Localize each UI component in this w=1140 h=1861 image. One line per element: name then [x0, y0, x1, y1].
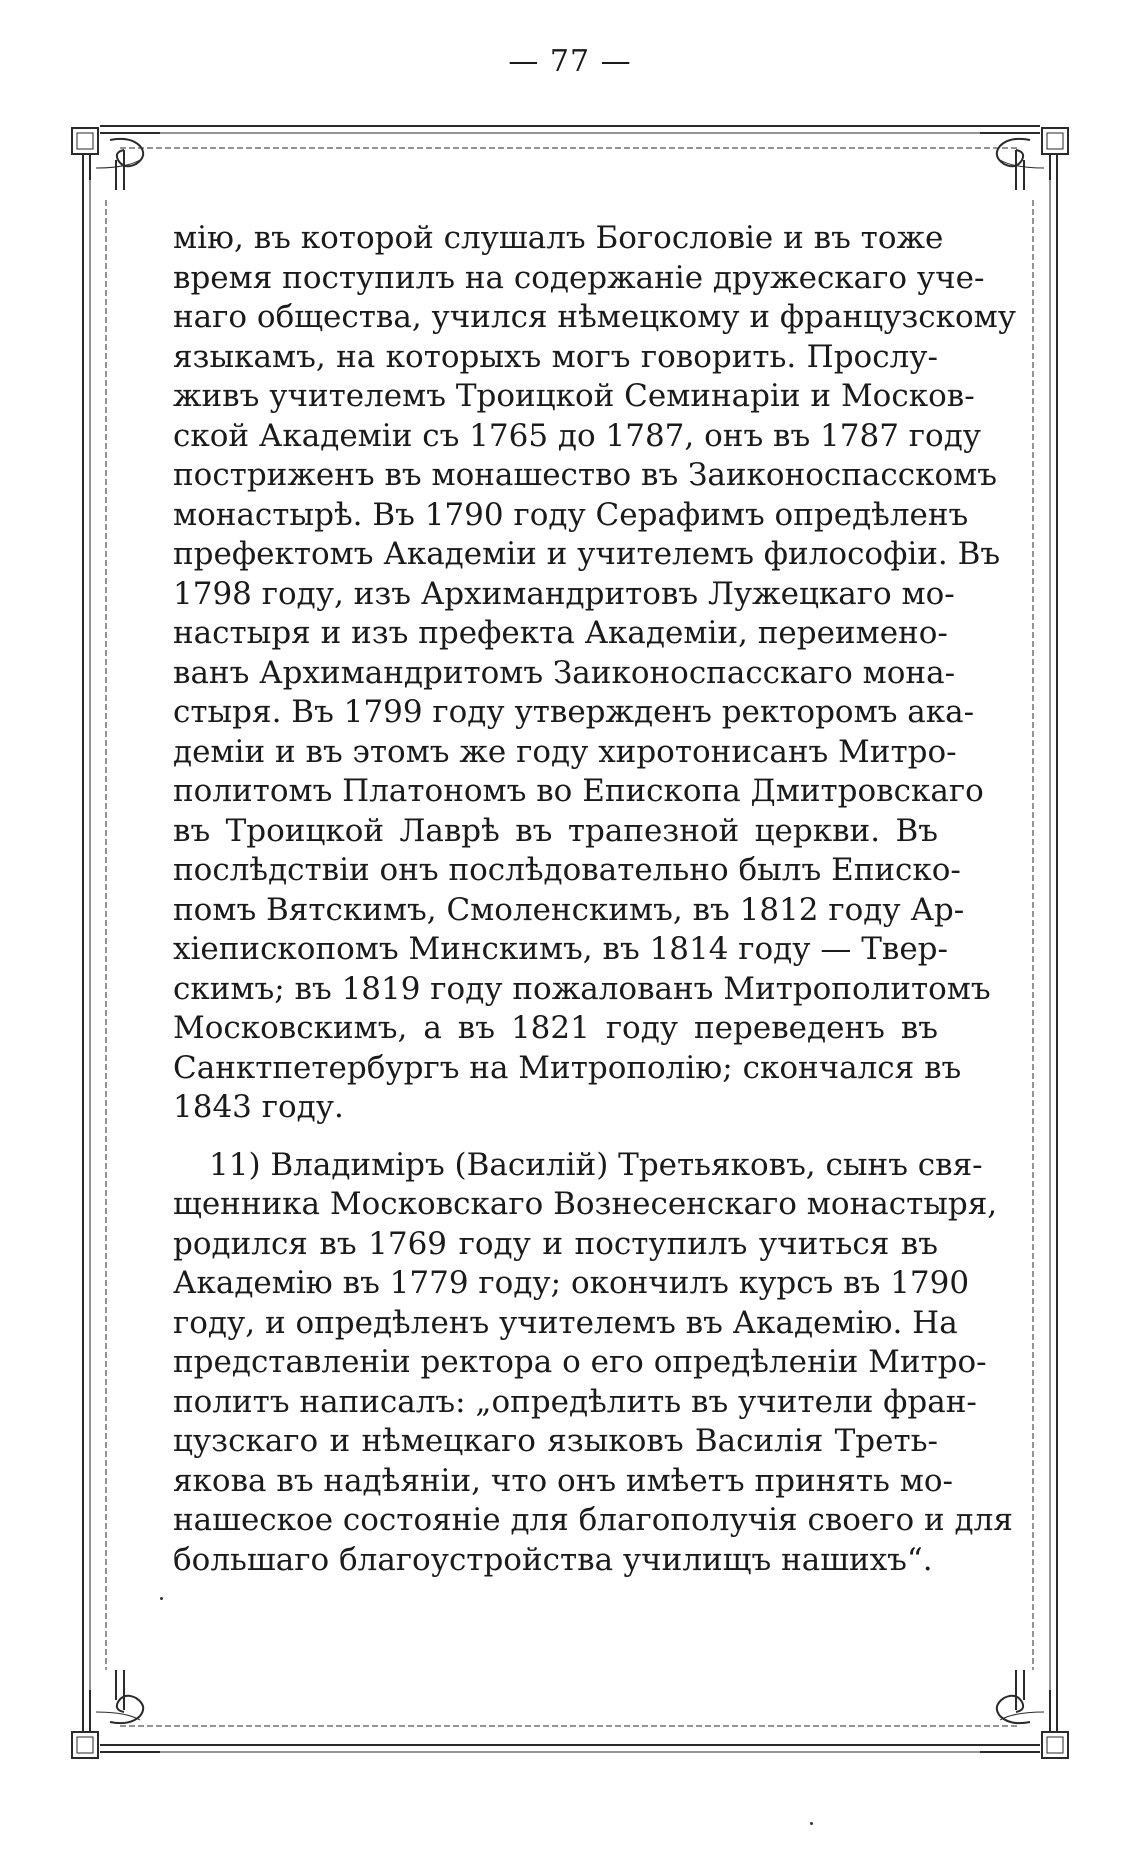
ink-speck — [810, 1822, 813, 1825]
paragraph-2 — [173, 1146, 1013, 1581]
body-text — [173, 219, 1017, 1580]
text-line: представленіи ректора о его опредѣленіи Митро- — [173, 1344, 987, 1380]
text-line: деміи и въ этомъ же году хиротонисанъ Митро- — [173, 733, 957, 770]
text-line: щенника Московскаго Вознесенскаго монастыря, — [173, 1186, 998, 1222]
text-line: время поступилъ на содержаніе дружескаго уче- — [173, 259, 985, 296]
text-line: помъ Вятскимъ, Смоленскимъ, въ 1812 году Ар- — [173, 891, 965, 928]
text-line: въ Троицкой Лаврѣ въ трапезной церкви. Въ — [173, 812, 938, 849]
text-line: монастырѣ. Въ 1790 году Серафимъ опредѣленъ — [173, 496, 969, 533]
text-line: Санктпетербургъ на Митрополію; скончался въ — [173, 1049, 962, 1086]
text-line: нашеское состояніе для благополучія своего и для — [173, 1502, 1013, 1538]
text-line: политъ написалъ: „опредѣлить въ учители фран- — [173, 1383, 977, 1420]
text-line: 1843 году. — [173, 1089, 344, 1125]
text-line: политомъ Платономъ во Епископа Дмитровскаго — [173, 773, 984, 809]
text-line: цузскаго и нѣмецкаго языковъ Василія Треть- — [173, 1423, 938, 1459]
text-line: префектомъ Академіи и учителемъ философіи. Въ — [173, 536, 1001, 572]
text-line: стыря. Въ 1799 году утвержденъ ректоромъ ака- — [173, 694, 975, 730]
page-number: — 77 — — [508, 44, 632, 79]
ink-speck — [160, 1597, 163, 1600]
text-line: якова въ надѣяніи, что онъ имѣетъ принять мо- — [173, 1462, 953, 1499]
corner-ornament-bottom-left — [72, 1670, 160, 1758]
corner-ornament-top-left — [72, 126, 160, 190]
text-line: мію, въ которой слушалъ Богословіе и въ тоже — [173, 220, 944, 256]
text-line: Московскимъ, а въ 1821 году переведенъ въ — [173, 1010, 938, 1046]
text-line: скимъ; въ 1819 году пожалованъ Митрополитомъ — [173, 970, 991, 1007]
text-line: родился въ 1769 году и поступилъ учиться въ — [173, 1225, 938, 1262]
text-line: большаго благоустройства училищъ нашихъ“. — [173, 1541, 933, 1578]
paragraph-gap — [173, 1128, 938, 1146]
text-line: постриженъ въ монашество въ Заиконоспасскомъ — [173, 457, 997, 493]
text-line: языкамъ, на которыхъ могъ говорить. Прослу- — [173, 338, 938, 375]
corner-ornament-bottom-right — [980, 1670, 1068, 1758]
text-line: Академію въ 1779 году; окончилъ курсъ въ 1790 — [173, 1265, 970, 1301]
text-line: живъ учителемъ Троицкой Семинаріи и Москов- — [173, 378, 975, 414]
text-line: ской Академіи съ 1765 до 1787, онъ въ 1787 году — [173, 417, 982, 454]
corner-ornament-top-right — [980, 126, 1068, 190]
paragraph-1 — [173, 219, 1017, 1128]
text-line: 1798 году, изъ Архимандритовъ Лужецкаго мо- — [173, 575, 955, 612]
text-line: настыря и изъ префекта Академіи, переименo- — [173, 615, 948, 651]
text-line: послѣдствіи онъ послѣдовательно былъ Еписко- — [173, 852, 961, 888]
text-line: ванъ Архимандритомъ Заиконоспасскаго мона- — [173, 654, 956, 691]
text-line: 11) Владиміръ (Василій) Третьяковъ, сынъ свя- — [209, 1146, 983, 1183]
text-line: году, и опредѣленъ учителемъ въ Академію. На — [173, 1304, 958, 1341]
text-line: наго общества, учился нѣмецкому и французскому — [173, 299, 1017, 335]
text-line: хіепископомъ Минскимъ, въ 1814 году — Твер- — [173, 931, 948, 967]
